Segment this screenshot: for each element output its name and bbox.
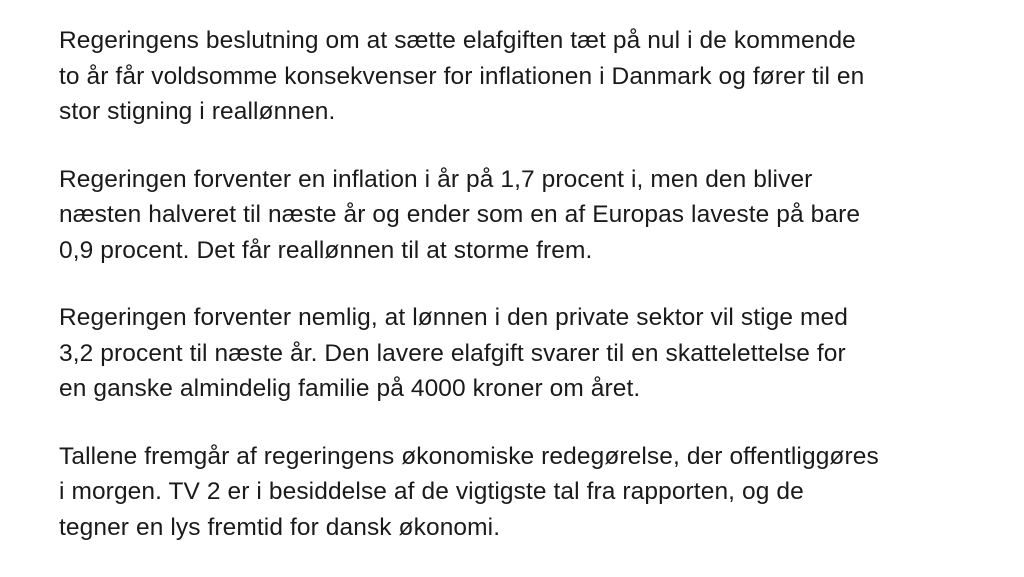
paragraph-line: to år får voldsomme konsekvenser for inflationen i Danmark og fører til en xyxy=(59,62,865,90)
paragraph-line: 0,9 procent. Det får reallønnen til at storme frem. xyxy=(59,236,593,264)
article-body xyxy=(59,23,999,577)
paragraph-line: tegner en lys fremtid for dansk økonomi. xyxy=(59,513,501,541)
paragraph-line: Regeringen forventer nemlig, at lønnen i den private sektor vil stige med xyxy=(59,304,848,331)
paragraph-line: Regeringens beslutning om at sætte elafgiften tæt på nul i de kommende xyxy=(59,27,856,54)
paragraph-line: i morgen. TV 2 er i besiddelse af de vigtigste tal fra rapporten, og de xyxy=(59,478,804,505)
paragraph-line: en ganske almindelig familie på 4000 kroner om året. xyxy=(59,375,641,402)
article-paragraph-3 xyxy=(59,300,999,407)
paragraph-line: næsten halveret til næste år og ender som en af Europas laveste på bare xyxy=(59,201,861,228)
paragraph-line: Regeringen forventer en inflation i år på 1,7 procent i, men den bliver xyxy=(59,165,813,193)
paragraph-line: Tallene fremgår af regeringens økonomiske redegørelse, der offentliggøres xyxy=(59,442,879,470)
article-paragraph-1 xyxy=(59,23,999,130)
article-paragraph-4 xyxy=(59,439,999,546)
article-paragraph-2 xyxy=(59,162,999,269)
paragraph-line: 3,2 procent til næste år. Den lavere elafgift svarer til en skattelettelse for xyxy=(59,339,846,367)
paragraph-line: stor stigning i reallønnen. xyxy=(59,98,336,125)
